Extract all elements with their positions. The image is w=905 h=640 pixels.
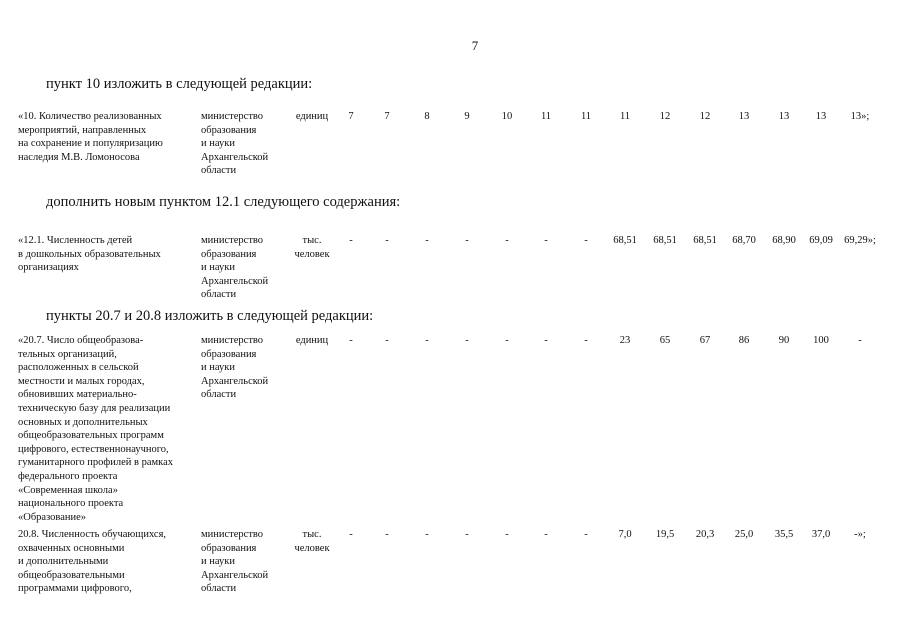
unit: тыс. человек <box>294 235 330 260</box>
value-cell: - <box>385 235 389 246</box>
indicator-name: «20.7. Число общеобразова- тельных организаций, расположенных в сельской местности и малых городах, обновивших материально- техническую базу для реализации основных и дополнительных общеобразовательных программ цифрового, естественнонаучного, гуманитарного профилей в рамках федерального проекта «Современная школа» национального проекта «Образование» <box>18 335 173 523</box>
executor: министерство образования и науки Архангельской области <box>201 235 269 301</box>
value-cell: - <box>385 335 389 346</box>
value-cell: - <box>425 235 429 246</box>
value-cell: 20,3 <box>695 529 715 540</box>
value-cell: 12 <box>699 111 711 122</box>
section-heading-2: дополнить новым пунктом 12.1 следующего содержания: <box>46 194 401 210</box>
value-cell: 69,29»; <box>844 235 876 246</box>
value-cell: 23 <box>619 335 631 346</box>
value-cell: 19,5 <box>655 529 675 540</box>
executor: министерство образования и науки Архангельской области <box>201 111 269 177</box>
value-cell: - <box>505 235 509 246</box>
value-cell: - <box>465 529 469 540</box>
section-heading-1: пункт 10 изложить в следующей редакции: <box>46 76 313 92</box>
unit: тыс. человек <box>294 529 330 554</box>
value-cell: 11 <box>580 111 592 122</box>
value-cell: - <box>544 335 548 346</box>
value-cell: 7 <box>348 111 354 122</box>
value-cell: 37,0 <box>811 529 831 540</box>
value-cell: 10 <box>501 111 513 122</box>
value-cell: 35,5 <box>774 529 794 540</box>
value-cell: - <box>505 529 509 540</box>
value-cell: - <box>425 529 429 540</box>
value-cell: 67 <box>699 335 711 346</box>
unit: единиц <box>295 335 329 346</box>
value-cell: 69,09 <box>809 235 833 246</box>
value-cell: 86 <box>738 335 750 346</box>
value-cell: 68,51 <box>613 235 637 246</box>
value-cell: - <box>349 335 353 346</box>
value-cell: - <box>544 235 548 246</box>
executor: министерство образования и науки Архангельской области <box>201 335 269 401</box>
value-cell: - <box>858 335 862 346</box>
value-cell: 9 <box>464 111 470 122</box>
value-cell: - <box>544 529 548 540</box>
value-cell: 13»; <box>850 111 870 122</box>
indicator-name: «12.1. Численность детей в дошкольных образовательных организациях <box>18 235 161 274</box>
indicator-name: «10. Количество реализованных мероприятий, направленных на сохранение и популяризацию наследия М.В. Ломоносова <box>18 111 163 163</box>
value-cell: - <box>465 335 469 346</box>
value-cell: 12 <box>659 111 671 122</box>
value-cell: 13 <box>738 111 750 122</box>
value-cell: 65 <box>659 335 671 346</box>
value-cell: - <box>584 335 588 346</box>
value-cell: 68,90 <box>772 235 796 246</box>
value-cell: 7,0 <box>618 529 632 540</box>
value-cell: - <box>505 335 509 346</box>
value-cell: 11 <box>619 111 631 122</box>
value-cell: 68,51 <box>653 235 677 246</box>
value-cell: 100 <box>813 335 829 346</box>
value-cell: - <box>349 235 353 246</box>
value-cell: -»; <box>854 529 866 540</box>
section-heading-3: пункты 20.7 и 20.8 изложить в следующей редакции: <box>46 308 374 324</box>
value-cell: 8 <box>424 111 430 122</box>
value-cell: 68,70 <box>732 235 756 246</box>
value-cell: 13 <box>778 111 790 122</box>
page-number: 7 <box>471 38 479 53</box>
value-cell: - <box>584 529 588 540</box>
value-cell: - <box>465 235 469 246</box>
value-cell: 13 <box>815 111 827 122</box>
value-cell: - <box>584 235 588 246</box>
executor: министерство образования и науки Архангельской области <box>201 529 269 595</box>
value-cell: - <box>425 335 429 346</box>
value-cell: 7 <box>384 111 390 122</box>
value-cell: - <box>385 529 389 540</box>
value-cell: 68,51 <box>693 235 717 246</box>
indicator-name: 20.8. Численность обучающихся, охваченных основными и дополнительными общеобразовательными программами цифрового, <box>18 529 167 595</box>
value-cell: 25,0 <box>734 529 754 540</box>
unit: единиц <box>295 111 329 122</box>
value-cell: - <box>349 529 353 540</box>
value-cell: 90 <box>778 335 790 346</box>
value-cell: 11 <box>540 111 552 122</box>
